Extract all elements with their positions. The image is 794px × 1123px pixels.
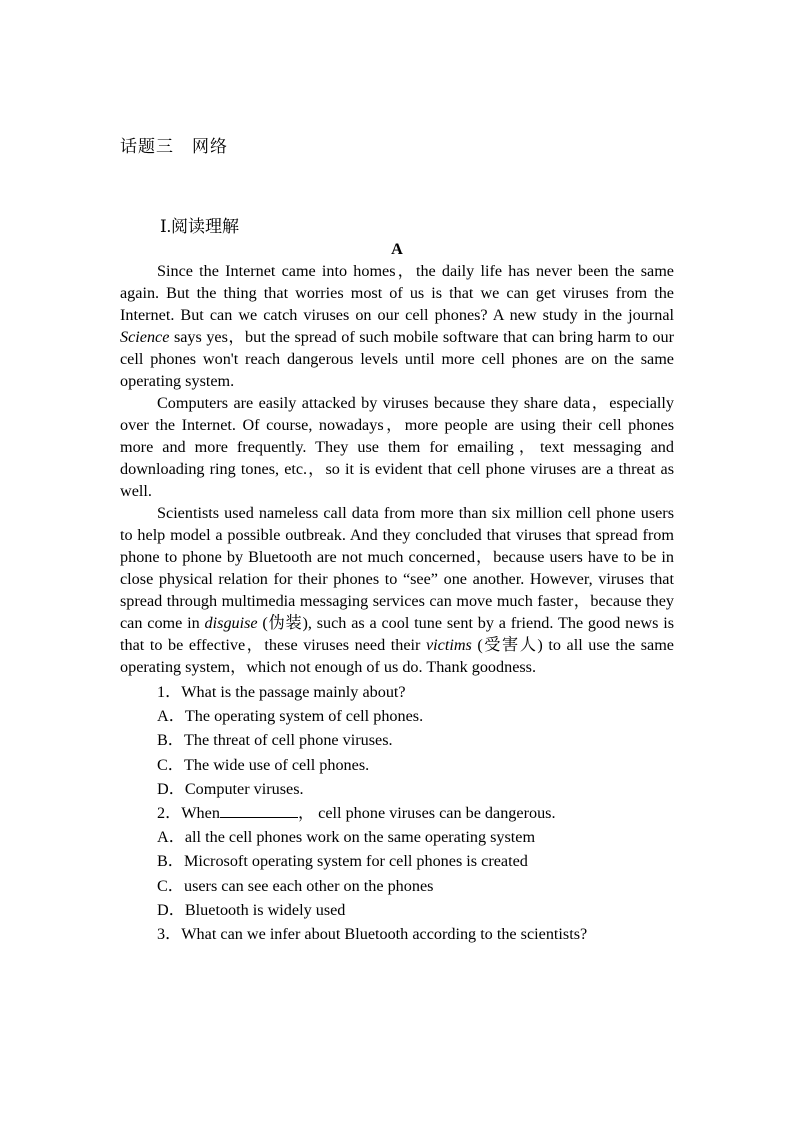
question-3-stem: 3．What can we infer about Bluetooth according to the scientists? [157,924,588,943]
question-2-option-a: A．all the cell phones work on the same operating system [157,828,536,847]
question-2-option-b: B．Microsoft operating system for cell phones is created [157,852,528,871]
paragraph-1-text-a: Since the Internet came into homes，the daily life has never been the same again. But the thing that worries most of us is that we can get viruses from the Internet. But can we catch viruses on our cell phones? A new study in the journal [120,262,674,324]
paragraph-3-text-b: (伪装), such as a cool tune sent by a friend. The good news is that to be effective，these viruses need their [120,614,674,654]
question-1-option-c: C．The wide use of cell phones. [157,755,370,774]
paragraph-3 [120,502,674,678]
reading-passage [120,238,674,946]
topic-title: 话题三 网络 [120,137,228,156]
paragraph-3-text-a: Scientists used nameless call data from more than six million cell phone users to help model a possible outbreak. And they concluded that viruses that spread from phone to phone by Bluetooth are not much concerned，because users have to be in close physical relation for their phones to “see” one another. However, viruses that spread through multimedia messaging services can move much faster，because they can come in [120,504,674,632]
question-2-stem-after: ， cell phone viruses can be dangerous. [297,803,556,822]
question-2-option-d: D．Bluetooth is widely used [157,900,346,919]
question-1-option-d: D．Computer viruses. [157,779,304,798]
question-list [120,680,674,946]
question-2-stem [120,801,674,825]
journal-name: Science [120,328,170,346]
paragraph-2: Computers are easily attacked by viruses because they share data，especially over the Internet. Of course, nowadays，more people are using their cell phones more and more frequently. They use them for emailing，text messaging and downloading ring tones, etc.，so it is evident that cell phone viruses are a threat as well. [120,394,674,500]
passage-label: A [391,240,403,258]
question-2-stem-before: 2．When [157,803,220,822]
paragraph-3-text-c: (受害人) to all use the same operating system，which not enough of us do. Thank goodness. [120,636,674,676]
section-heading: Ⅰ.阅读理解 [160,217,239,236]
answer-blank [220,802,298,818]
question-2-option-c: C．users can see each other on the phones [157,876,434,895]
term-disguise: disguise [204,614,258,632]
question-1-stem: 1．What is the passage mainly about? [157,683,406,701]
question-1-option-a: A．The operating system of cell phones. [157,707,424,726]
paragraph-1 [120,260,674,392]
term-victims: victims [425,636,472,654]
question-1-option-b: B．The threat of cell phone viruses. [157,731,393,750]
paragraph-1-text-b: says yes，but the spread of such mobile software that can bring harm to our cell phones won't reach dangerous levels until more cell phones are on the same operating system. [120,328,674,390]
